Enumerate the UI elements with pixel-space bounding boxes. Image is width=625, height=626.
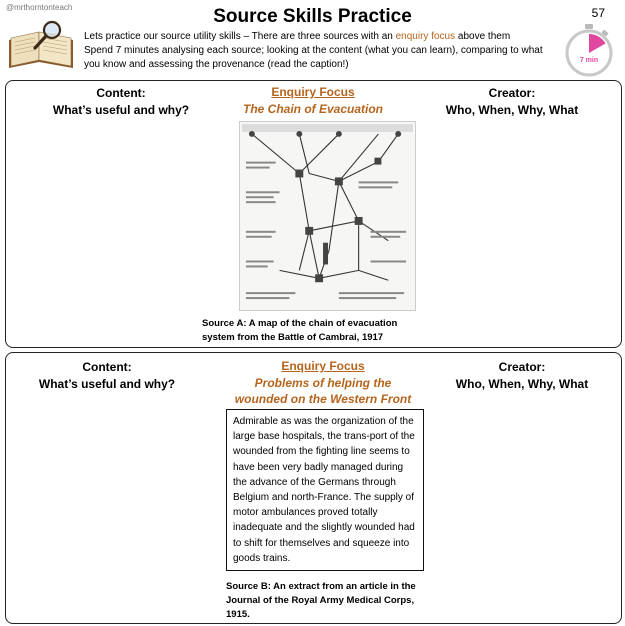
page-number: 57 xyxy=(591,6,605,20)
stopwatch-icon xyxy=(561,22,617,78)
source-b-panel xyxy=(5,352,622,624)
source-a-caption: Source A: A map of the chain of evacuation system from the Battle of Cambrai, 1917 xyxy=(202,318,398,343)
intro-text xyxy=(84,30,554,72)
enquiry-focus-highlight: enquiry focus xyxy=(395,31,456,42)
source-b-caption: Source B: An extract from an article in the Journal of the Royal Army Medical Corps, 1915. xyxy=(226,581,416,620)
source-b-content-heading xyxy=(12,359,202,393)
enquiry-focus-title: Problems of helping the wounded on the Western Front xyxy=(234,376,412,406)
source-b-extract: Admirable as was the organization of the large base hospitals, the trans-port of the wounded from the fighting line seems to have been very badly managed during the advance of the Germans through Belgium and north-France. The supply of motor ambulances proved totally inadequate and the slightly wounded had to shift for themselves and squeeze into goods trains. xyxy=(226,409,424,571)
intro-line2: Spend 7 minutes analysing each source; looking at the content (what you can learn), comparing to what you know and assessing the provenance (read the caption!) xyxy=(84,45,543,70)
content-question: What’s useful and why? xyxy=(38,377,176,391)
creator-question: Who, When, Why, What xyxy=(455,377,589,391)
timer-label: 7 min xyxy=(579,57,599,64)
creator-question: Who, When, Why, What xyxy=(445,103,579,117)
evacuation-map-image xyxy=(239,121,416,311)
content-heading: Content: xyxy=(96,86,146,100)
enquiry-focus-label: Enquiry Focus xyxy=(271,85,355,99)
creator-heading: Creator: xyxy=(498,360,546,374)
content-heading: Content: xyxy=(82,360,132,374)
source-a-content-heading xyxy=(26,85,216,119)
source-b-enquiry-focus xyxy=(228,355,418,407)
intro-line1-start: Lets practice our source utility skills – There are three sources with an xyxy=(84,31,396,42)
page-title: Source Skills Practice xyxy=(213,6,412,27)
source-a-creator-heading xyxy=(412,85,612,119)
intro-line1-end: above them xyxy=(455,31,511,42)
enquiry-focus-label: Enquiry Focus xyxy=(281,359,365,373)
source-b-creator-heading xyxy=(434,359,610,393)
author-handle: @mrthorntonteach xyxy=(6,3,73,12)
source-a-enquiry-focus xyxy=(218,83,408,119)
enquiry-focus-title: The Chain of Evacuation xyxy=(242,102,383,116)
source-a-panel xyxy=(5,80,622,348)
creator-heading: Creator: xyxy=(488,86,536,100)
content-question: What’s useful and why? xyxy=(52,103,190,117)
book-magnifier-icon xyxy=(5,18,77,78)
